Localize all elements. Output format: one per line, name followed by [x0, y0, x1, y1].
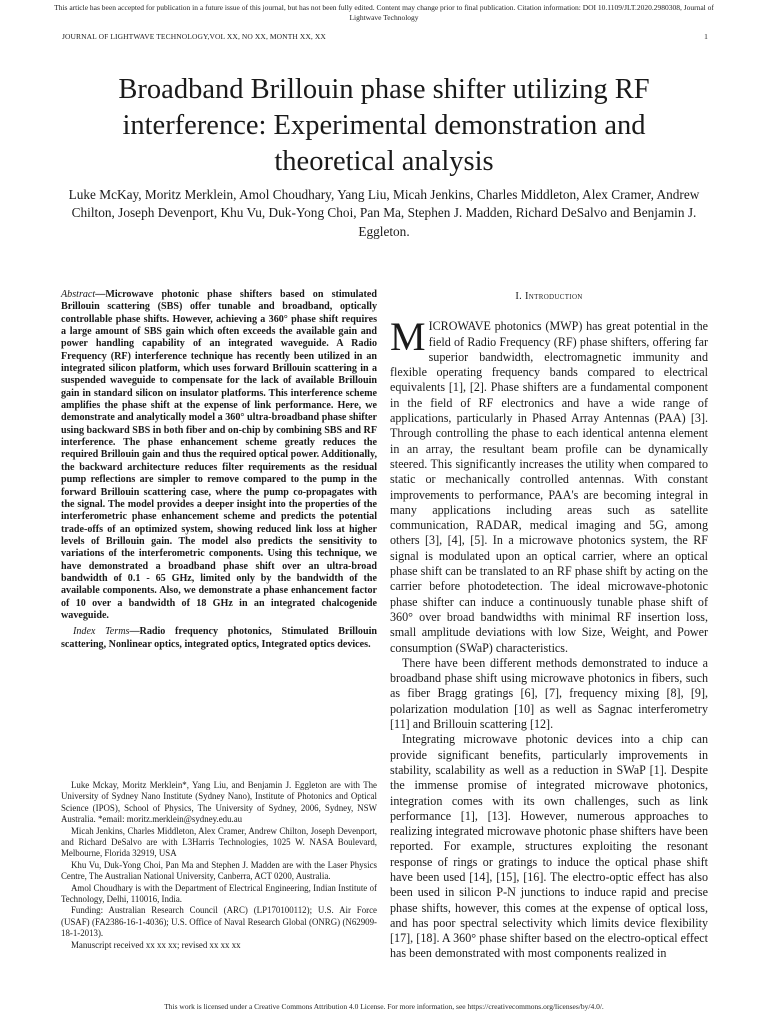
publication-notice-line1: This article has been accepted for publication in a future issue of this journal, but has not been fully edited. Content may change prior to final publication. Citation information: DOI 10.1109/JLT.2020.2980308, Journal of	[54, 3, 714, 12]
left-column	[61, 289, 377, 651]
intro-first-word: ICROWAVE	[428, 319, 491, 334]
right-column	[390, 289, 708, 962]
abstract-label: Abstract	[61, 289, 96, 300]
publication-notice-line2: Lightwave Technology	[349, 13, 419, 22]
intro-paragraph-2: There have been different methods demonstrated to induce a broadband phase shift using microwave photonics in fibers, such as fiber Bragg gratings [6], [7], frequency mixing [8], [9], polarization modulation [10] as well as Sagnac interferometry [11] and Brillouin scattering [12].	[390, 655, 708, 732]
section-heading-introduction	[390, 289, 708, 304]
intro-paragraph-1	[390, 314, 708, 656]
index-terms-text: —Radio frequency photonics, Stimulated Brillouin scattering, Nonlinear optics, integrated optics, Integrated optics devices.	[61, 626, 377, 650]
funding-line: Funding: Australian Research Council (ARC) (LP170100112); U.S. Air Force (USAF) (FA2386-16-1-4036); U.S. Office of Naval Research Global (ONRG) (N62909-18-1-2013).	[61, 905, 377, 939]
index-terms-label: Index Terms	[73, 626, 130, 638]
drop-cap: M	[390, 314, 426, 360]
paper-title: Broadband Brillouin phase shifter utilizing RF interference: Experimental demonstration and theoretical analysis	[118, 74, 650, 177]
index-terms	[61, 626, 377, 651]
running-head	[62, 32, 708, 41]
intro-paragraph-3: Integrating microwave photonic devices into a chip can provide significant benefits, particularly improvements in stability, scalability as well as a reduction in SWaP [1]. Despite the immense promise of integrated microwave photonics, integration comes with its own challenges, such as link performance [1], [13]. However, numerous approaches to realizing integrated microwave photonic phase shifters have been reported. For example, structures exploiting the resonant response of rings or gratings to induce the optical phase shift have been used [14], [15], [16]. The electro-optic effect has also been used in silicon P-N junctions to induce rapid and precise phase shifts, however, this comes at the expense of optical loss, and has poor spectral selectivity which limits device flexibility [17], [18]. A 360° phase shifter based on the electro-optical effect has been demonstrated with most components realized in	[390, 732, 708, 961]
abstract-text: —Microwave photonic phase shifters based on stimulated Brillouin scattering (SBS) offer tunable and broadband, optically controllable phase shifts. However, achieving a 360° phase shift requires a large amount of SBS gain which often exceeds the available gain and power handling capability of an integrated waveguide. A Radio Frequency (RF) interference technique has recently been utilized in an integrated silicon platform, which uses forward Brillouin scattering in a suspended waveguide to compensate for the lack of available Brillouin gain in standard silicon on insulator platforms. This interference scheme amplifies the phase shift at the expense of link performance. Here, we demonstrate and analytically model a 360° ultra-broadband phase shifter using backward SBS in both fiber and on-chip by combining SBS and RF interference. The phase enhancement scheme greatly reduces the required Brillouin gain and thus the required optical power. Additionally, the backward architecture reduces filter requirements as the residual pump reflections are simpler to remove compared to the pump in the forward Brillouin scattering case, where the pump co-propagates with the signal. The model provides a deeper insight into the properties of the interferometric phase enhancement scheme and predicts the potential trade-offs of an optimized system, showing reduced link loss at higher levels of Brillouin gain. The model also predicts the sensitivity to variations of the interferometric components. Using this technique, we have demonstrated a broadband phase shift over an ultra-broad bandwidth of 0.1 - 65 GHz, limited only by the bandwidth of the available components. Also, we demonstrate a phase enhancement factor of 10 over a bandwidth of 18 GHz in an integrated chalcogenide waveguide.	[61, 289, 377, 621]
license-footer: This work is licensed under a Creative Commons Attribution 4.0 License. For more information, see https://creativecommons.org/licenses/by/4.0/.	[164, 1002, 604, 1011]
section-title: Introduction	[525, 291, 583, 302]
manuscript-dates: Manuscript received xx xx xx; revised xx xx xx	[71, 939, 241, 950]
affiliations-footnote	[61, 780, 377, 951]
journal-name: JOURNAL OF LIGHTWAVE TECHNOLOGY,VOL XX, NO XX, MONTH XX, XX	[62, 32, 326, 41]
intro-paragraph-1-text: photonics (MWP) has great potential in the field of Radio Frequency (RF) phase shifters, offering far superior bandwidth, electromagnetic immunity and flexible operating frequency bands compared to electrical equivalents [1], [2]. Phase shifters are a fundamental component in the field of RF electronics and have a wide range of applications, particularly in Phased Array Antennas (PAA) [3]. Through controlling the phase to each identical antenna element in an array, the resultant beam profile can be dynamically steered. This significantly increases the utility when compared to static or mechanically controlled antennas. With constant improvements to performance, PAA's are becoming integral in many applications including areas such as satellite communication, RADAR, medical imaging and 5G, among others [3], [4], [5]. In a microwave photonics system, the RF signal is modulated upon an optical carrier, where an optical phase shift can be translated to an RF phase shift by acting on the carrier before photodetection. The ideal microwave-photonic phase shifter can induce a continuously tunable phase shift of 360° over broad bandwidths with minimal RF insertion loss, small amplitude deviations with low Size, Weight, and Power consumption (SWaP) characteristics.	[390, 319, 708, 655]
affiliation-line: Amol Choudhary is with the Department of Electrical Engineering, Indian Institute of Technology, Delhi, 110016, India.	[61, 882, 377, 905]
author-list: Luke McKay, Moritz Merklein, Amol Choudhary, Yang Liu, Micah Jenkins, Charles Middleton, Alex Cramer, Andrew Chilton, Joseph Devenport, Khu Vu, Duk-Yong Choi, Pan Ma, Stephen J. Madden, Richard DeSalvo and Benjamin J. Eggleton.	[68, 187, 700, 239]
abstract	[61, 289, 377, 622]
page-number: 1	[704, 32, 708, 41]
publication-notice	[20, 3, 748, 23]
section-numeral: I.	[515, 291, 523, 302]
affiliation-line: Micah Jenkins, Charles Middleton, Alex Cramer, Andrew Chilton, Joseph Devenport, and Richard DeSalvo are with L3Harris Technologies, 1025 W. NASA Boulevard, Melbourne, Florida 32919, USA	[61, 825, 377, 859]
affiliation-line: Khu Vu, Duk-Yong Choi, Pan Ma and Stephen J. Madden are with the Laser Physics Centre, The Australian National University, Canberra, ACT 0200, Australia.	[61, 859, 377, 882]
affiliation-line: Luke Mckay, Moritz Merklein*, Yang Liu, and Benjamin J. Eggleton are with The University of Sydney Nano Institute (Sydney Nano), Institute of Photonics and Optical Science (IPOS), School of Physics, The University of Sydney, 2006, Sydney, NSW Australia. *email: moritz.merklein@sydney.edu.au	[61, 780, 377, 825]
